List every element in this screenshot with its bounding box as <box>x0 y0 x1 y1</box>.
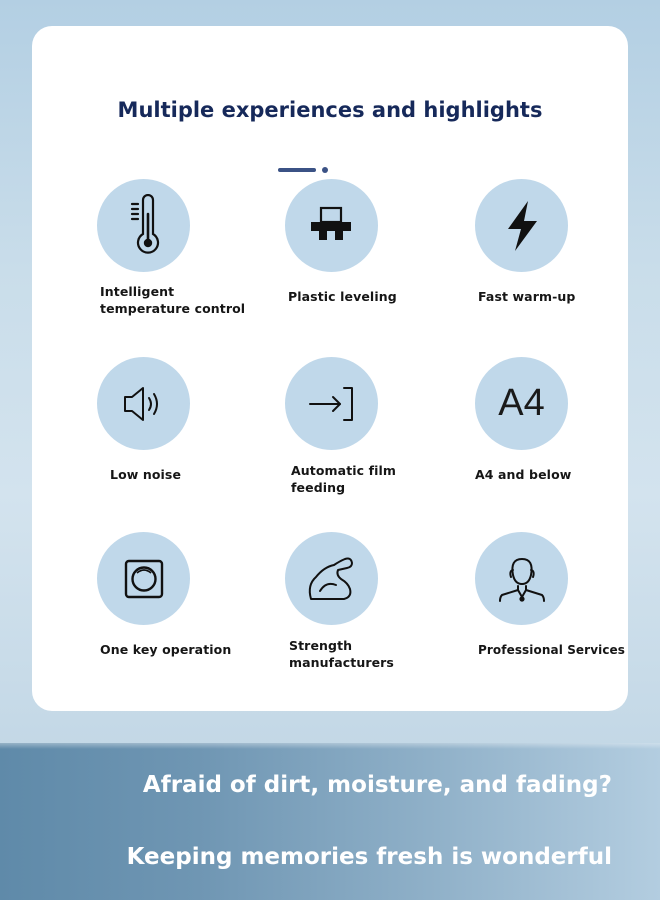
banner-subline: Keeping memories fresh is wonderful <box>126 844 612 870</box>
feed-arrow-icon <box>285 357 378 450</box>
feature-label-professional-services: Professional Services <box>478 643 626 657</box>
feature-label-temperature: Intelligent temperature control <box>100 284 246 316</box>
highlights-card <box>32 26 628 711</box>
service-person-icon <box>475 532 568 625</box>
title-divider-line <box>278 168 316 172</box>
a4-icon-text: A4 <box>498 382 545 424</box>
feature-label-a4: A4 and below <box>475 467 572 482</box>
feature-label-plastic-leveling: Plastic leveling <box>288 289 397 304</box>
feature-label-one-key: One key operation <box>100 642 232 657</box>
feature-label-fast-warmup: Fast warm-up <box>478 289 576 304</box>
feature-label-strength: Strength manufacturers <box>289 638 394 670</box>
card-title: Multiple experiences and highlights <box>117 98 543 122</box>
banner-headline: Afraid of dirt, moisture, and fading? <box>142 772 612 798</box>
thermometer-icon <box>97 179 190 272</box>
bottom-banner <box>0 743 660 900</box>
lightning-icon <box>475 179 568 272</box>
feature-label-low-noise: Low noise <box>110 467 182 482</box>
speaker-icon <box>97 357 190 450</box>
title-divider-dot <box>322 167 328 173</box>
flexed-arm-icon <box>285 532 378 625</box>
feature-label-film-feeding: Automatic film feeding <box>291 463 397 495</box>
laminator-icon <box>285 179 378 272</box>
a4-icon <box>475 357 568 450</box>
power-button-icon <box>97 532 190 625</box>
